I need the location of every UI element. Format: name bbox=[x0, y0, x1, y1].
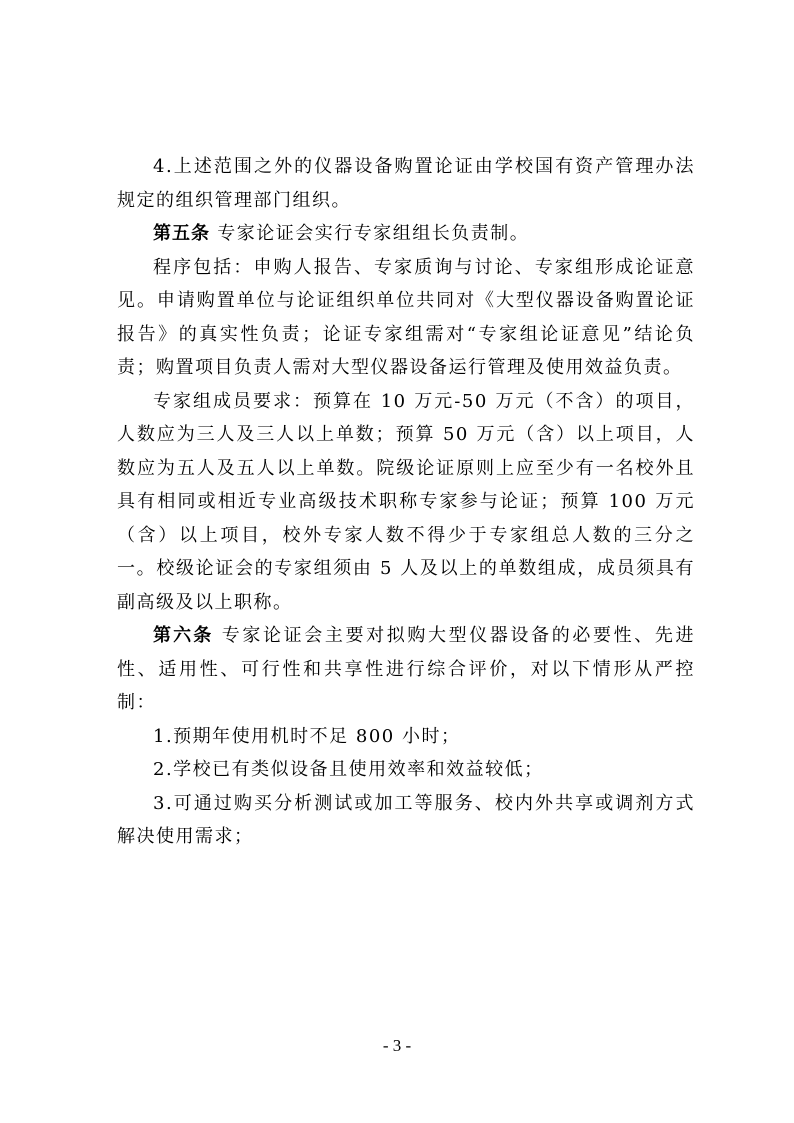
document-body bbox=[117, 150, 695, 854]
list-item-2: 2.学校已有类似设备且使用效率和效益较低； bbox=[153, 759, 544, 780]
article-6-paragraph: 第六条 专家论证会主要对拟购大型仪器设备的必要性、先进性、适用性、可行性和共享性进行综合评价，对以下情形从严控制： bbox=[117, 625, 695, 713]
article-5-heading: 第五条 bbox=[153, 223, 210, 244]
paragraph-item-4: 4.上述范围之外的仪器设备购置论证由学校国有资产管理办法规定的组织管理部门组织。 bbox=[117, 156, 695, 211]
expert-requirements-paragraph: 专家组成员要求：预算在 10 万元-50 万元（不含）的项目，人数应为三人及三人以上单数；预算 50 万元（含）以上项目，人数应为五人及五人以上单数。院级论证原则上应至少有一名校外且具有相同或相近专业高级技术职称专家参与论证；预算 100 万元（含）以上项目，校外专家人数不得少于专家组总人数的三分之一。校级论证会的专家组须由 5 人及以上的单数组成，成员须具有副高级及以上职称。 bbox=[117, 390, 695, 613]
page-number: - 3 - bbox=[382, 1036, 412, 1055]
article-5-paragraph: 第五条 专家论证会实行专家组组长负责制。 bbox=[153, 223, 530, 244]
article-6-heading: 第六条 bbox=[153, 625, 214, 646]
procedure-paragraph: 程序包括：申购人报告、专家质询与讨论、专家组形成论证意见。申请购置单位与论证组织单位共同对《大型仪器设备购置论证报告》的真实性负责；论证专家组需对“专家组论证意见”结论负责；购置项目负责人需对大型仪器设备运行管理及使用效益负责。 bbox=[117, 256, 695, 378]
list-item-3: 3.可通过购买分析测试或加工等服务、校内外共享或调剂方式解决使用需求； bbox=[117, 792, 695, 847]
list-item-1: 1.预期年使用机时不足 800 小时； bbox=[153, 725, 461, 747]
